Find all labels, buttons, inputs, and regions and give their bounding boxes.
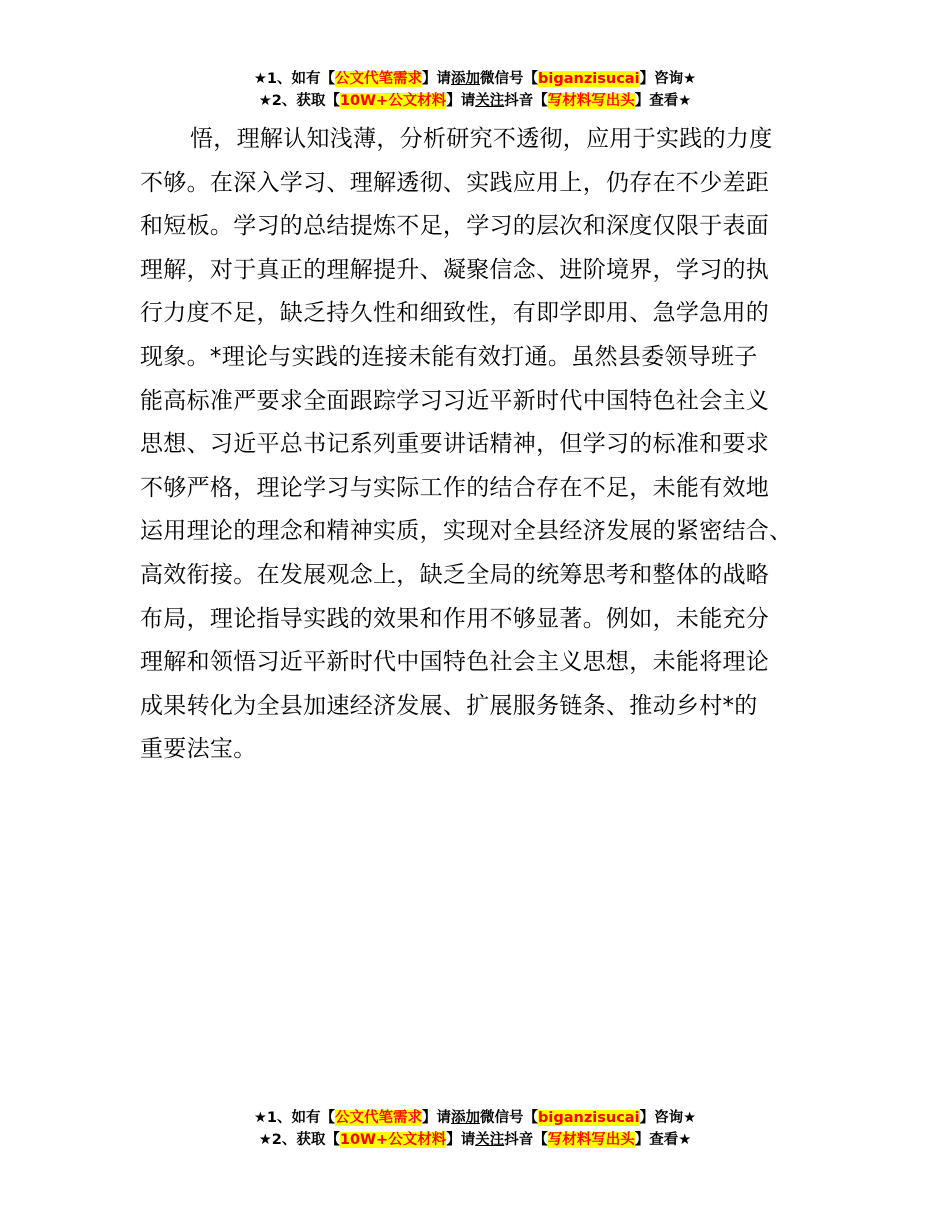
header-highlight-douyin-account: 写材料写出头: [547, 93, 635, 109]
document-body: [140, 118, 840, 772]
body-line: 行力度不足，缺乏持久性和细致性，有即学即用、急学急用的: [140, 300, 770, 327]
body-line: 理解和领悟习近平新时代中国特色社会主义思想，未能将理论: [140, 649, 770, 676]
body-line: 不够。在深入学习、理解透彻、实践应用上，仍存在不少差距: [140, 169, 770, 196]
body-line: 布局，理论指导实践的效果和作用不够显著。例如，未能充分: [140, 605, 770, 632]
footer-banner-line-2: ★2、获取【10W+公文材料】请关注抖音【写材料写出头】查看★: [258, 1132, 692, 1148]
body-line: 和短板。学习的总结提炼不足，学习的层次和深度仅限于表面: [140, 213, 770, 240]
header-highlight-materials: 10W+公文材料: [339, 93, 447, 109]
header-highlight-service: 公文代笔需求: [335, 71, 423, 87]
body-line: 悟，理解认知浅薄，分析研究不透彻，应用于实践的力度: [190, 126, 773, 152]
body-line: 能高标准严要求全面跟踪学习习近平新时代中国特色社会主义: [140, 387, 770, 414]
footer-highlight-materials: 10W+公文材料: [339, 1132, 447, 1148]
body-line: 理解，对于真正的理解提升、凝聚信念、进阶境界，学习的执: [140, 256, 770, 283]
header-banner-line-1: ★1、如有【公文代笔需求】请添加微信号【biganzisucai】咨询★: [253, 71, 697, 87]
header-banner-line-2: ★2、获取【10W+公文材料】请关注抖音【写材料写出头】查看★: [258, 93, 692, 109]
footer-highlight-douyin-account: 写材料写出头: [547, 1132, 635, 1148]
body-line: 思想、习近平总书记系列重要讲话精神，但学习的标准和要求: [140, 431, 770, 458]
footer-highlight-wechat-id: biganzisucai: [538, 1110, 640, 1126]
body-line: 重要法宝。: [140, 736, 257, 763]
footer-banner: [0, 1107, 950, 1151]
body-line: 成果转化为全县加速经济发展、扩展服务链条、推动乡村*的: [140, 692, 758, 719]
header-highlight-wechat-id: biganzisucai: [538, 71, 640, 87]
header-banner: [0, 68, 950, 112]
footer-highlight-service: 公文代笔需求: [335, 1110, 423, 1126]
body-line: 不够严格，理论学习与实际工作的结合存在不足，未能有效地: [140, 474, 770, 501]
footer-banner-line-1: ★1、如有【公文代笔需求】请添加微信号【biganzisucai】咨询★: [253, 1110, 697, 1126]
body-line: 现象。*理论与实践的连接未能有效打通。虽然县委领导班子: [140, 343, 758, 370]
body-line: 运用理论的理念和精神实质，实现对全县经济发展的紧密结合、: [140, 518, 793, 545]
body-line: 高效衔接。在发展观念上，缺乏全局的统筹思考和整体的战略: [140, 561, 770, 588]
